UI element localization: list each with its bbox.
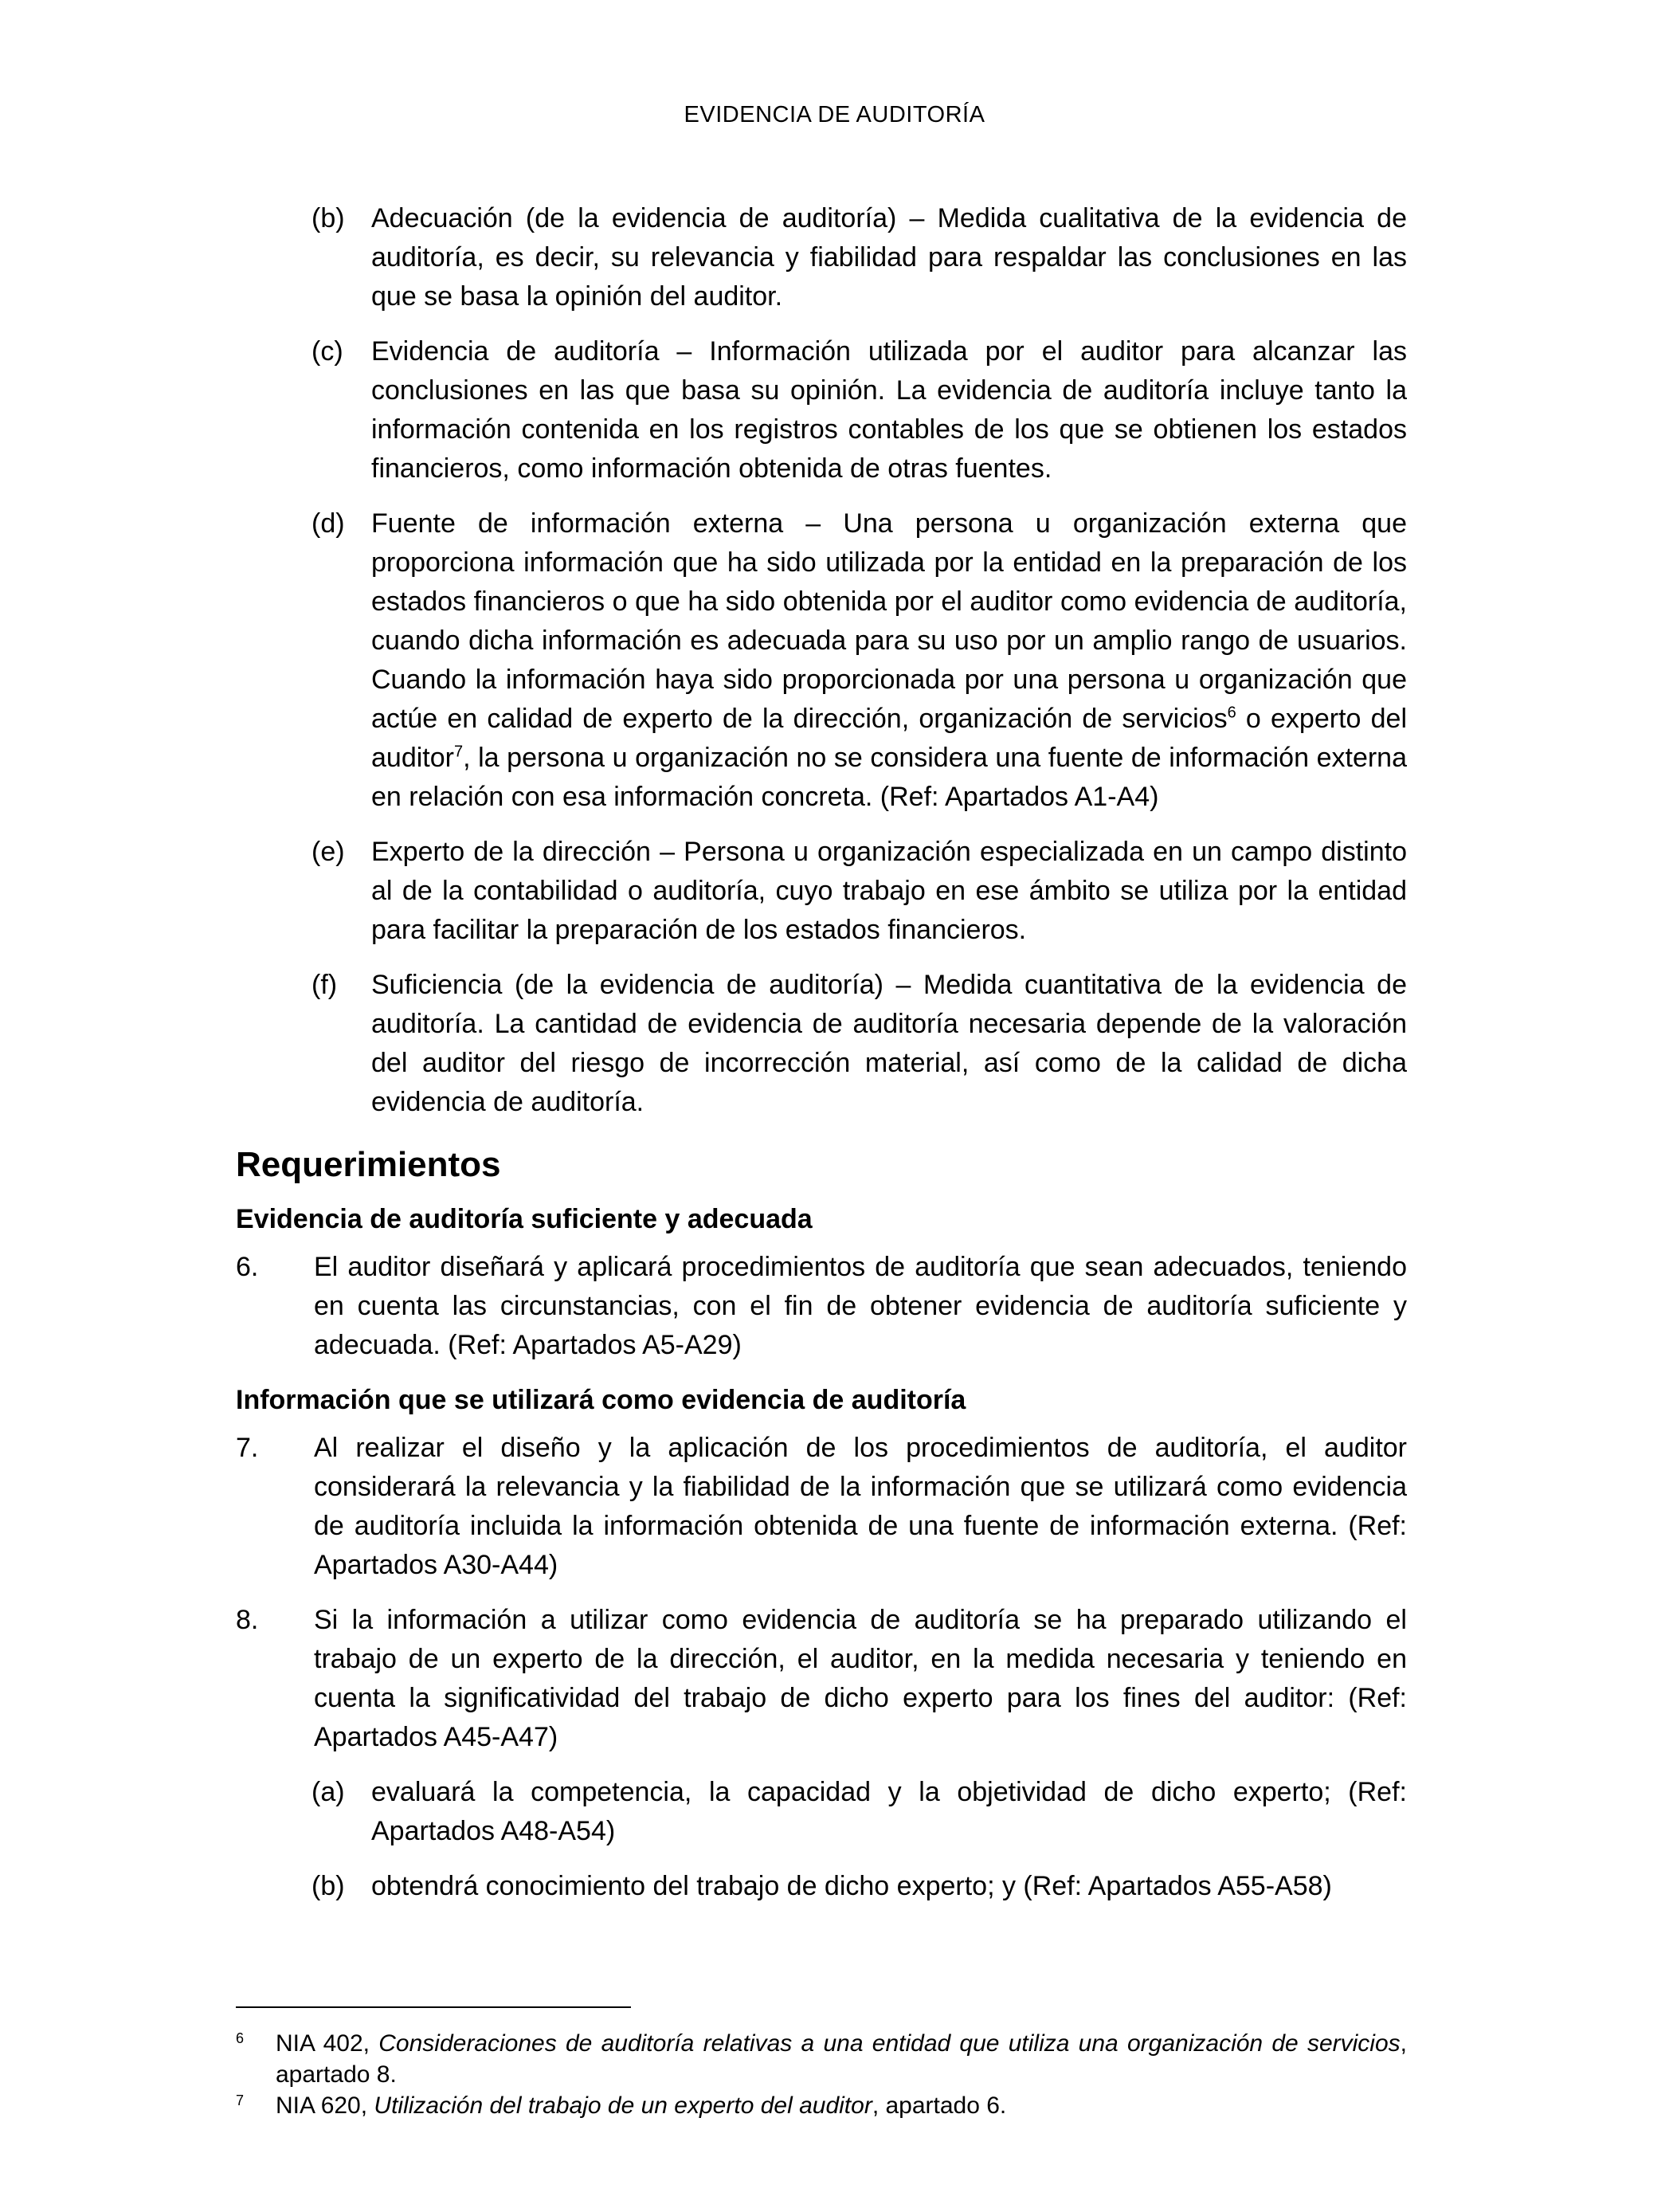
- definition-text: Evidencia de auditoría – Información utilizada por el auditor para alcanzar las conclusiones en las que basa su opinión. La evidencia de auditoría incluye tanto la información contenida en los registros contables de los que se obtienen los estados financieros, como información obtenida de otras fuentes.: [371, 336, 1407, 484]
- footnote-prefix: NIA 620,: [276, 2092, 374, 2119]
- definition-marker: (c): [311, 336, 343, 367]
- sub-item-marker: (b): [311, 1871, 345, 1901]
- footnote-title: Consideraciones de auditoría relativas a una entidad que utiliza una organización de servicios: [378, 2030, 1401, 2057]
- definition-item-b: [311, 199, 1407, 316]
- footnote-prefix: NIA 402,: [276, 2030, 379, 2057]
- definition-marker: (e): [311, 837, 345, 867]
- footnote-title: Utilización del trabajo de un experto del auditor: [374, 2092, 872, 2119]
- definition-marker: (d): [311, 508, 345, 539]
- definition-marker: (f): [311, 970, 338, 1000]
- requirement-8-sub-b: [311, 1867, 1407, 1906]
- footnote-suffix: , apartado 8.: [276, 2030, 1407, 2088]
- requirement-text: Si la información a utilizar como evidencia de auditoría se ha preparado utilizando el trabajo de un experto de la dirección, el auditor, en la medida necesaria y teniendo en cuenta la significatividad del trabajo de dicho experto para los fines del auditor: (Ref: Apartados A45-A47): [314, 1605, 1407, 1752]
- definition-text-end: , la persona u organización no se considera una fuente de información externa en relación con esa información concreta. (Ref: Apartados A1-A4): [371, 743, 1407, 812]
- requirement-6: [236, 1248, 1407, 1365]
- requirement-text: Al realizar el diseño y la aplicación de los procedimientos de auditoría, el auditor considerará la relevancia y la fiabilidad de la información que se utilizará como evidencia de auditoría incluida la información obtenida de una fuente de información externa. (Ref: Apartados A30-A44): [314, 1433, 1407, 1580]
- requirement-8: [236, 1601, 1407, 1757]
- requirement-number: 8.: [236, 1605, 259, 1635]
- definition-marker: (b): [311, 203, 345, 233]
- footnotes: [236, 2028, 1407, 2121]
- requirement-number: 7.: [236, 1433, 259, 1463]
- sub-item-marker: (a): [311, 1777, 345, 1807]
- footnote-6: [236, 2028, 1407, 2090]
- footnote-ref-6[interactable]: 6: [1227, 704, 1236, 722]
- definition-item-e: [311, 833, 1407, 950]
- footnote-ref-7[interactable]: 7: [453, 743, 464, 761]
- footnote-separator: [236, 2006, 631, 2008]
- section-title: Requerimientos: [236, 1145, 501, 1184]
- requirement-7: [236, 1429, 1407, 1585]
- requirement-8-sub-a: [311, 1773, 1407, 1851]
- subsection-title-evidencia: Evidencia de auditoría suficiente y adecuada: [236, 1204, 813, 1234]
- definition-text: Suficiencia (de la evidencia de auditoría) – Medida cuantitativa de la evidencia de auditoría. La cantidad de evidencia de auditoría necesaria depende de la valoración del auditor del riesgo de incorrección material, así como de la calidad de dicha evidencia de auditoría.: [371, 970, 1407, 1117]
- subsection-title-informacion: Información que se utilizará como evidencia de auditoría: [236, 1385, 966, 1415]
- definition-item-c: [311, 332, 1407, 488]
- definition-text: Fuente de información externa – Una persona u organización externa que proporciona información que ha sido utilizada por la entidad en la preparación de los estados financieros o que ha sido obtenida por el auditor como evidencia de auditoría, cuando dicha información es adecuada para su uso por un amplio rango de usuarios. Cuando la información haya sido proporcionada por una persona u organización que actúe en calidad de experto de la dirección, organización de servicios: [371, 508, 1407, 734]
- definition-item-d: [311, 504, 1407, 817]
- sub-item-text: obtendrá conocimiento del trabajo de dicho experto; y (Ref: Apartados A55-A58): [371, 1871, 1332, 1901]
- document-body: [236, 199, 1407, 1922]
- sub-item-text: evaluará la competencia, la capacidad y la objetividad de dicho experto; (Ref: Apartados A48-A54): [371, 1777, 1407, 1846]
- footnote-number: 6: [236, 2030, 245, 2046]
- footnote-number: 7: [236, 2092, 245, 2108]
- definition-text-continued: o experto del auditor: [371, 704, 1407, 773]
- footnote-suffix: , apartado 6.: [872, 2092, 1007, 2119]
- requirement-number: 6.: [236, 1252, 259, 1282]
- page-header: EVIDENCIA DE AUDITORÍA: [684, 102, 985, 127]
- definition-text: Experto de la dirección – Persona u organización especializada en un campo distinto al de la contabilidad o auditoría, cuyo trabajo en ese ámbito se utiliza por la entidad para facilitar la preparación de los estados financieros.: [371, 837, 1407, 945]
- definition-text: Adecuación (de la evidencia de auditoría) – Medida cualitativa de la evidencia de auditoría, es decir, su relevancia y fiabilidad para respaldar las conclusiones en las que se basa la opinión del auditor.: [371, 203, 1407, 312]
- definition-item-f: [311, 966, 1407, 1122]
- requirement-text: El auditor diseñará y aplicará procedimientos de auditoría que sean adecuados, teniendo en cuenta las circunstancias, con el fin de obtener evidencia de auditoría suficiente y adecuada. (Ref: Apartados A5-A29): [314, 1252, 1407, 1360]
- footnote-7: [236, 2090, 1407, 2121]
